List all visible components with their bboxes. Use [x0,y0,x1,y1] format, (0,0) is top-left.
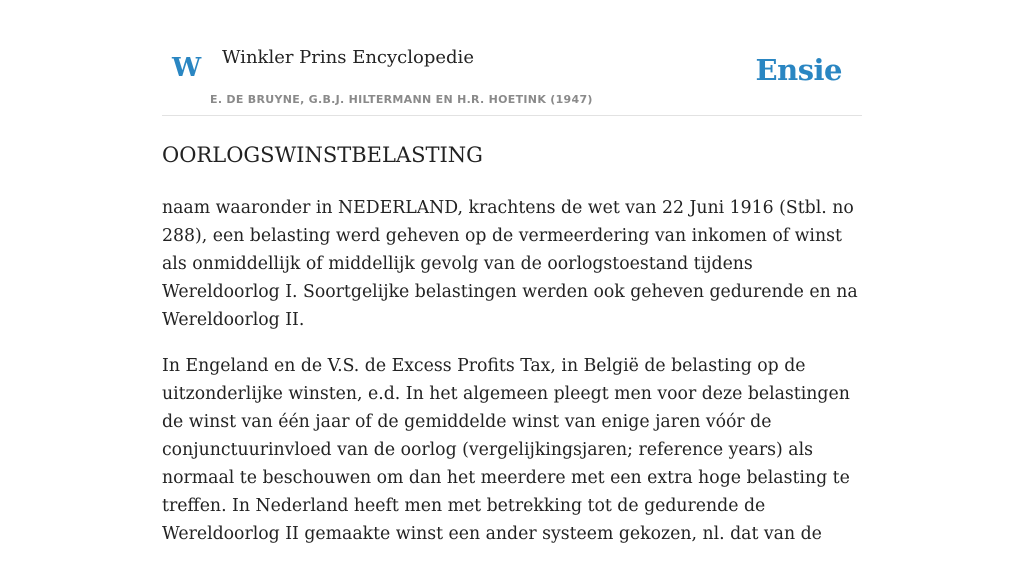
site-header [162,40,862,116]
article-title: OORLOGSWINSTBELASTING [162,143,483,167]
site-authors: E. DE BRUYNE, G.B.J. HILTERMANN EN H.R. HOETINK (1947) [210,93,593,106]
site-title[interactable]: Winkler Prins Encyclopedie [222,47,474,68]
winkler-prins-logo[interactable]: W [172,53,202,83]
article-paragraph-2: In Engeland en de V.S. de Excess Profits Tax, in België de belasting op de uitzonderlijke winsten, e.d. In het algemeen pleegt men voor deze belastingen de winst van één jaar of de gemiddelde winst van enige jaren vóór de conjunctuurinvloed van de oorlog (vergelijkingsjaren; reference years) als normaal te beschouwen om dan het meerdere met een extra hoge belasting te treffen. In Nederland heeft men met betrekking tot de gedurende de Wereldoorlog II gemaakte winst een ander systeem gekozen, nl. dat van de [162,356,850,544]
article-paragraph-1: naam waaronder in NEDERLAND, krachtens de wet van 22 Juni 1916 (Stbl. no 288), een belasting werd geheven op de vermeerdering van inkomen of winst als onmiddellijk of middellijk gevolg van de oorlogstoestand tijdens Wereldoorlog I. Soortgelijke belastingen werden ook geheven gedurende en na Wereldoorlog II. [162,198,858,330]
article [162,138,862,566]
ensie-brand-link[interactable]: Ensie [755,53,842,87]
